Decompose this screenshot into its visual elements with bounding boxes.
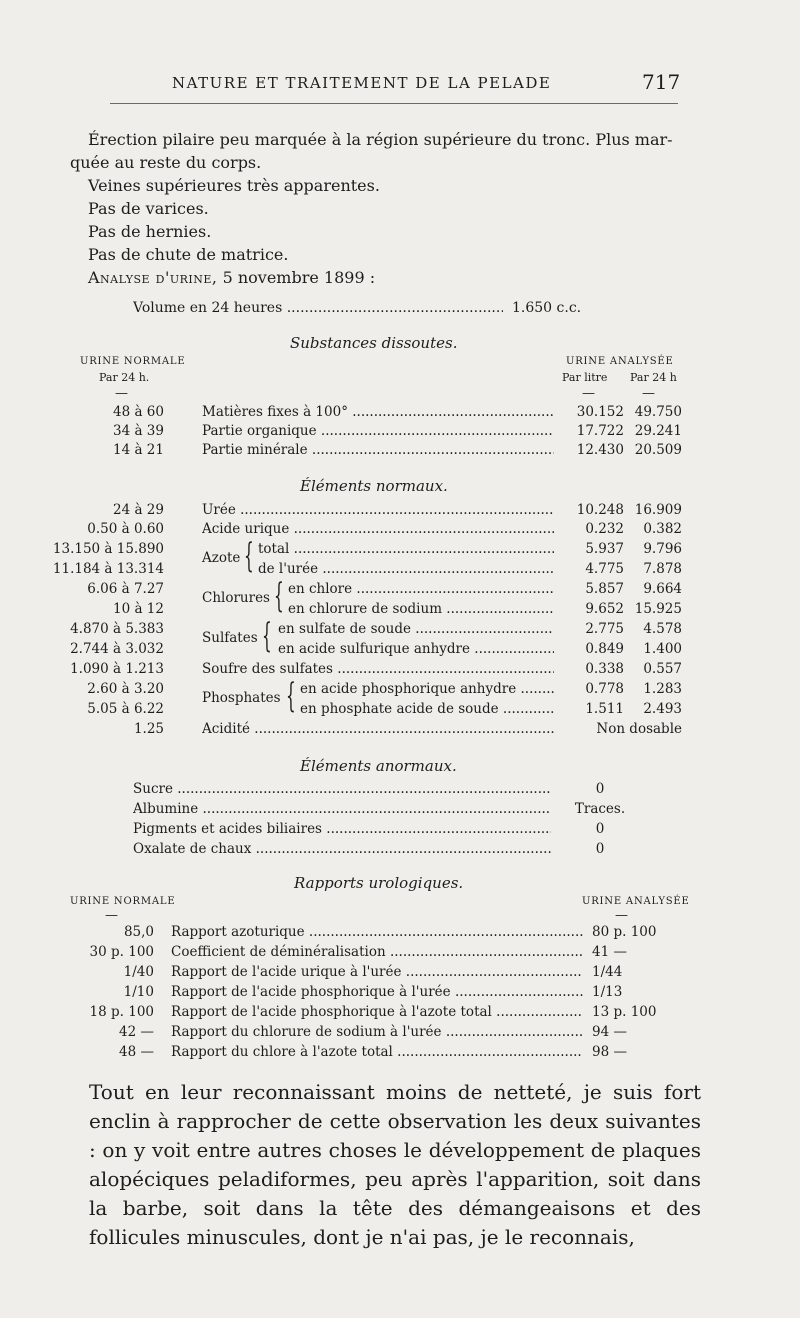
- volume-value: 1.650 c.c.: [512, 300, 582, 316]
- intro-line: Veines supérieures très apparentes.: [88, 176, 380, 195]
- table-row: 2.60 à 3.20 en acide phosphorique anhydre ..... 0.778 1.283: [0, 679, 800, 699]
- col-dash: —: [582, 386, 595, 401]
- volume-row: [0, 298, 800, 318]
- section-title-anormaux: Éléments anormaux.: [300, 757, 457, 775]
- intro-line: Pas de varices.: [88, 199, 209, 218]
- table-row: Albumine ..... Traces.: [0, 799, 800, 819]
- group-label-phosphates: Phosphates: [202, 690, 281, 706]
- header-rule: [110, 103, 678, 104]
- intro-line: Pas de chute de matrice.: [88, 245, 289, 264]
- col-sub-24h-analysee: Par 24 h: [630, 371, 677, 384]
- table-row: 5.05 à 6.22 en phosphate acide de soude ..... 1.511 2.493: [0, 699, 800, 719]
- table-row: 1.25 Acidité ..... Non dosable: [0, 719, 800, 739]
- col-sub-litre: Par litre: [562, 371, 608, 384]
- table-row: 30 p. 100 Coefficient de déminéralisation ..... 41 —: [0, 942, 800, 962]
- table-row: Oxalate de chaux ..... 0: [0, 839, 800, 859]
- table-row: 4.870 à 5.383 en sulfate de soude ..... 2.775 4.578: [0, 619, 800, 639]
- col-head-analysee: URINE ANALYSÉE: [566, 356, 674, 367]
- col-dash: —: [115, 386, 128, 401]
- table-row: 14 à 21 Partie minérale ..... 12.430 20.509: [0, 440, 800, 460]
- intro-line: Érection pilaire peu marquée à la région supérieure du tronc. Plus mar-: [88, 130, 673, 149]
- col-dash: —: [105, 908, 118, 923]
- analysis-date: 5 novembre 1899 :: [222, 268, 376, 287]
- table-row: 48 — Rapport du chlore à l'azote total ..... 98 —: [0, 1042, 800, 1062]
- group-label-sulfates: Sulfates: [202, 630, 258, 646]
- table-row: 18 p. 100 Rapport de l'acide phosphorique à l'azote total ..... 13 p. 100: [0, 1002, 800, 1022]
- table-row: 34 à 39 Partie organique ..... 17.722 29.241: [0, 421, 800, 441]
- table-row: 6.06 à 7.27 en chlore ..... 5.857 9.664: [0, 579, 800, 599]
- col-head-analysee: URINE ANALYSÉE: [582, 896, 690, 907]
- page-number: 717: [642, 70, 681, 94]
- table-row: 11.184 à 13.314 de l'urée ..... 4.775 7.878: [0, 559, 800, 579]
- group-label-chlorures: Chlorures: [202, 590, 270, 606]
- analysis-heading: [88, 266, 708, 289]
- table-row: 24 à 29 Urée ..... 10.248 16.909: [0, 500, 800, 520]
- intro-line: quée au reste du corps.: [70, 153, 262, 172]
- table-row: 13.150 à 15.890 total ..... 5.937 9.796: [0, 539, 800, 559]
- brace-icon: {: [274, 576, 284, 616]
- table-row: Pigments et acides biliaires ..... 0: [0, 819, 800, 839]
- table-row: 0.50 à 0.60 Acide urique ..... 0.232 0.382: [0, 519, 800, 539]
- col-head-normale: URINE NORMALE: [70, 896, 176, 907]
- table-row: 85,0 Rapport azoturique ..... 80 p. 100: [0, 922, 800, 942]
- table-row: 48 à 60 Matières fixes à 100° ..... 30.152 49.750: [0, 402, 800, 422]
- col-dash: —: [642, 386, 655, 401]
- col-sub-24h: Par 24 h.: [99, 371, 150, 384]
- intro-line: Pas de hernies.: [88, 222, 212, 241]
- running-head: NATURE ET TRAITEMENT DE LA PELADE: [172, 74, 552, 92]
- table-row: 10 à 12 en chlorure de sodium ..... 9.652 15.925: [0, 599, 800, 619]
- table-row: 1/10 Rapport de l'acide phosphorique à l'urée ..... 1/13: [0, 982, 800, 1002]
- closing-paragraph: Tout en leur reconnaissant moins de netteté, je suis fort enclin à rapprocher de cette observation les deux suivantes : on y voit entre autres choses le développement de plaques alopéciques peladiformes, peu après l'apparition, soit dans la barbe, soit dans la tête des démangeaisons et des follicules minuscules, dont je n'ai pas, je le reconnais,: [89, 1080, 701, 1249]
- table-row: 2.744 à 3.032 en acide sulfurique anhydre ..... 0.849 1.400: [0, 639, 800, 659]
- section-title-rapports: Rapports urologiques.: [294, 874, 464, 892]
- brace-icon: {: [244, 536, 254, 576]
- brace-icon: {: [286, 676, 296, 716]
- group-label-azote: Azote: [202, 550, 241, 566]
- table-row: 1/40 Rapport de l'acide urique à l'urée ..... 1/44: [0, 962, 800, 982]
- section-title-normaux: Éléments normaux.: [300, 477, 448, 495]
- analysis-prefix: Analyse d'urine,: [88, 268, 218, 287]
- table-row: 1.090 à 1.213 Soufre des sulfates ..... 0.338 0.557: [0, 659, 800, 679]
- table-row: Sucre ..... 0: [0, 779, 800, 799]
- section-title-substances: Substances dissoutes.: [290, 334, 458, 352]
- col-head-normale: URINE NORMALE: [80, 356, 186, 367]
- volume-label: Volume en 24 heures .....: [133, 298, 503, 318]
- table-row: 42 — Rapport du chlorure de sodium à l'urée ..... 94 —: [0, 1022, 800, 1042]
- col-dash: —: [615, 908, 628, 923]
- brace-icon: {: [262, 616, 272, 656]
